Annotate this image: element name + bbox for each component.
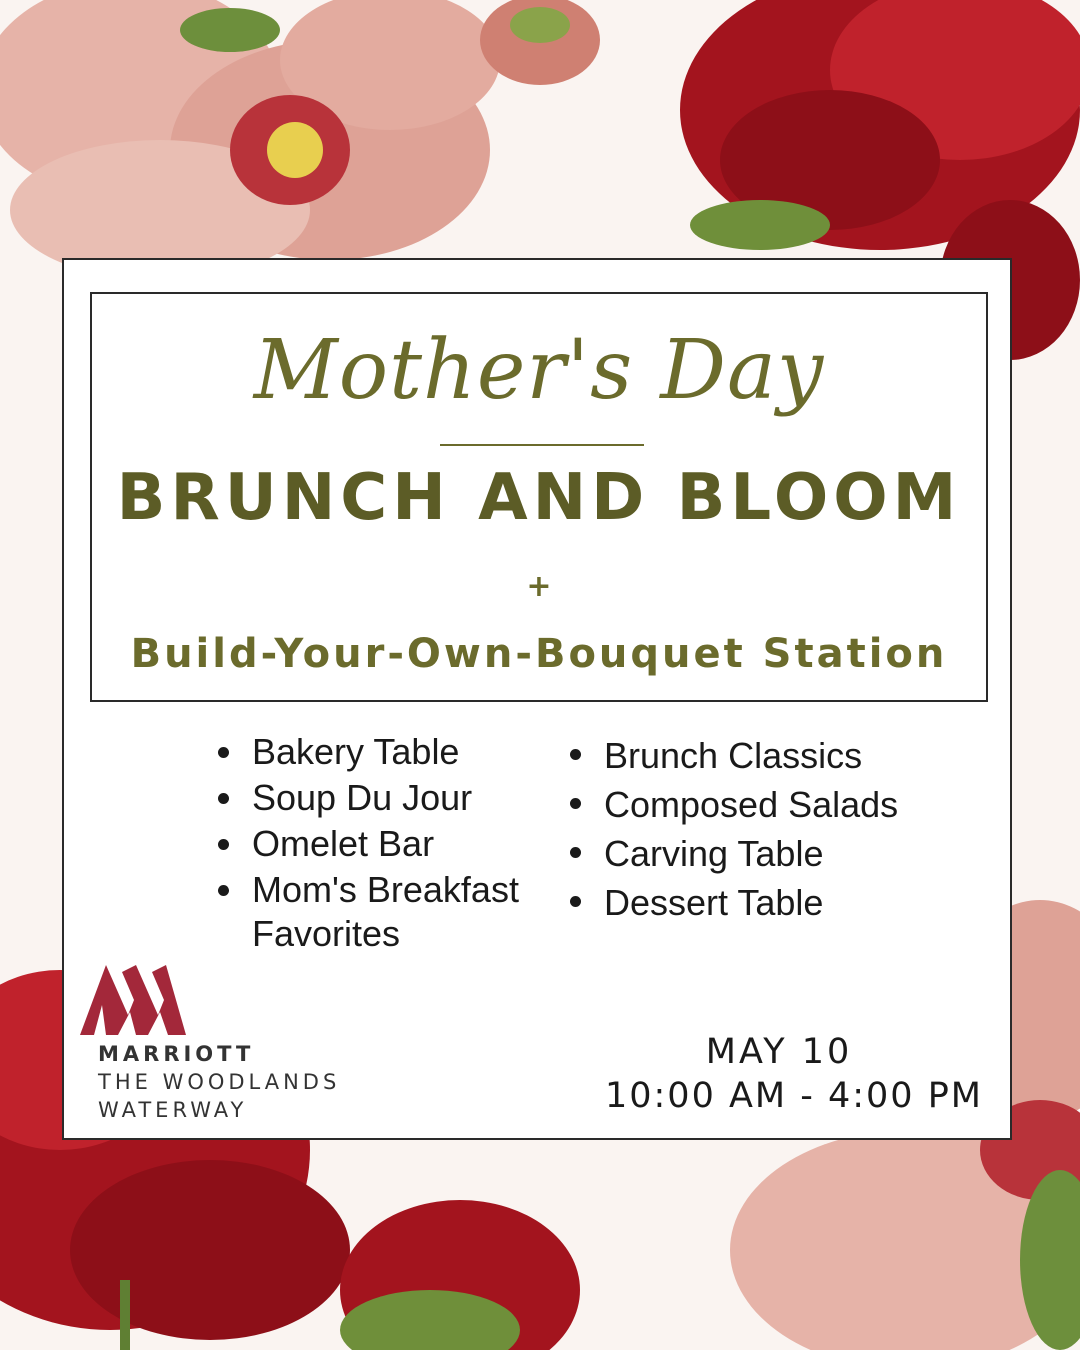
event-time: 10:00 AM - 4:00 PM [604,1076,984,1116]
title-divider [440,444,644,446]
list-item: Soup Du Jour [218,776,538,820]
brand-name: MARRIOTT [98,1042,255,1066]
list-item: Dessert Table [570,879,950,926]
list-item: Omelet Bar [218,822,538,866]
plus-connector: + [526,569,552,604]
title-frame [90,292,988,702]
brand-location-line1: THE WOODLANDS [98,1070,341,1094]
marriott-logo [78,960,398,1120]
script-title: Mother's Day [253,323,825,418]
list-item: Bakery Table [218,730,538,774]
list-item: Mom's Breakfast Favorites [218,868,538,956]
pink-hibiscus-top-left [0,0,600,280]
menu-list-right [570,732,950,928]
list-item: Composed Salads [570,781,950,828]
list-item: Carving Table [570,830,950,877]
marriott-m-icon [78,960,188,1040]
event-card [62,258,1012,1140]
event-date: MAY 10 [705,1032,853,1072]
brand-location-line2: WATERWAY [98,1098,248,1122]
subtitle: Build-Your-Own-Bouquet Station [130,631,948,677]
menu-list-left [218,730,538,958]
list-item: Brunch Classics [570,732,950,779]
main-title: BRUNCH AND BLOOM [116,461,962,535]
